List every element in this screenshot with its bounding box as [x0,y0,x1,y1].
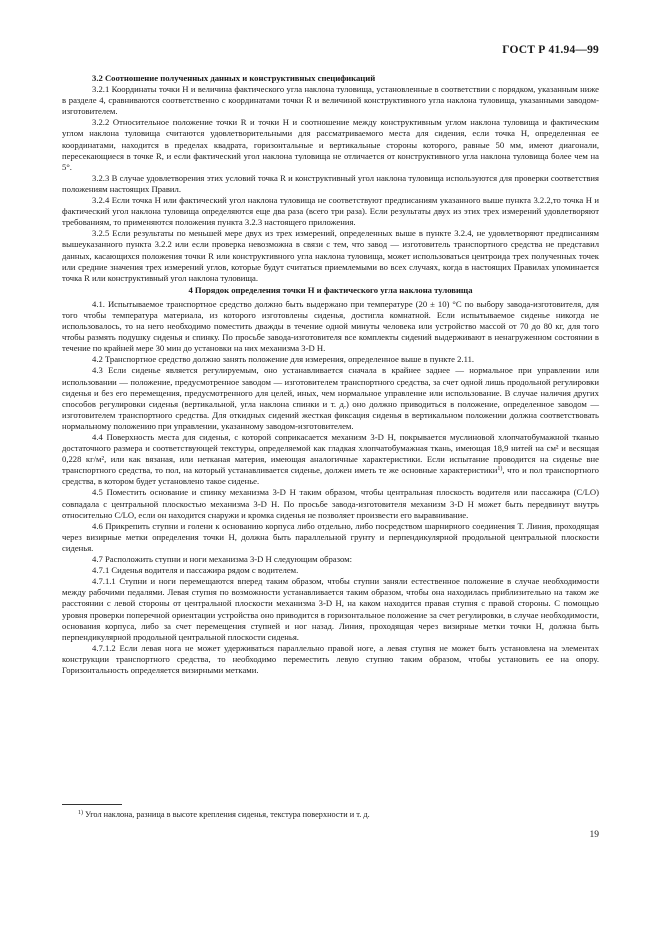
footnote-reference: 1) [497,466,503,473]
paragraph-4-7-1: 4.7.1 Сиденья водителя и пассажира рядом с водителем. [92,565,299,576]
page-number: 19 [589,830,599,840]
paragraph-4-4-part-b: , что и пол транспортного средства, в котором будет установлено такое сиденье. [62,465,599,487]
footnote [78,809,598,820]
paragraph-3-2-2: 3.2.2 Относительное положение точки R и точки H и соотношение между конструктивным углом наклона туловища и фактическим углом наклона туловища считаются удовлетворительными для рассматриваемого места для сидения, если точка H, определенная ее координатами, находится в пределах квадрата, горизонтальные и вертикальные стороны которого, равные 50 мм, имеют диагонали, пересекающиеся в точке R, и если фактический угол наклона туловища не отличается от конструктивного угла наклона туловища более чем на 5°. [62,117,599,172]
section-3-2-title: 3.2 Соотношение полученных данных и конструктивных спецификаций [92,73,376,83]
section-4-title: 4 Порядок определения точки H и фактического угла наклона туловища [188,284,473,295]
paragraph-3-2-1: 3.2.1 Координаты точки H и величина фактического угла наклона туловища, установленные в соответствии с порядком, указанным ниже в разделе 4, сравниваются соответственно с координатами точки R и величиной конструктивного угла наклона туловища, указанными заводом-изготовителем. [62,84,599,117]
paragraph-4-3: 4.3 Если сиденье является регулируемым, оно устанавливается сначала в крайнее заднее — нормальное при управлении или использовании — положение, предусмотренное заводом — изготовителем транспортного средства, за счет одной лишь продольной регулировки сиденья и без его перемещения, предусмотренного для целей, иных, чем нормальное управление или использование. В случае наличия других способов регулировки сиденья (вертикальной, угла наклона спинки и т. д.) оно должно приводиться в положение, определенное заводом — изготовителем транспортного средства. Для откидных сидений жесткая фиксация сиденья в вертикальном положении должна соответствовать нормальному положению при управлении, указанному заводом-изготовителем. [62,365,599,431]
footnote-marker: 1) [78,810,83,816]
paragraph-3-2-4: 3.2.4 Если точка H или фактический угол наклона туловища не соответствуют предписаниям указанного выше пункта 3.2.2,то точка H и фактический угол наклона туловища определяются еще два раза (всего три раза). Если результаты двух из этих трех измерений удовлетворяют требованиям, то применяются положения пункта 3.2.3 настоящего приложения. [62,195,599,228]
paragraph-3-2-5: 3.2.5 Если результаты по меньшей мере двух из трех измерений, определенных выше в пункте 3.2.4, не удовлетворяют предписаниям вышеуказанного пункта 3.2.2 или если проверка невозможна в связи с тем, что завод — изготовитель транспортного средства не представил данных, касающихся положения точки R или конструктивного угла наклона туловища, может использоваться центроида трех полученных точек или средние значения трех измерений углов, которые будут считаться приемлемыми во всех случаях, когда в настоящих Правилах упоминается точка R или конструктивный угол наклона туловища. [62,228,599,283]
footnote-text: Угол наклона, разница в высоте крепления сиденья, текстура поверхности и т. д. [85,810,370,819]
paragraph-4-4-part-a: 4.4 Поверхность места для сиденья, с которой соприкасается механизм 3-D H, покрывается муслиновой хлопчатобумажной тканью достаточного размера и соответствующей текстуры, определяемой как гладкая хлопчатобумажная ткань, имеющая 18,9 нитей на см² и весящая 0,228 кг/м², или как вязаная, или нетканая материя, имеющая аналогичные характеристики. Если испытание проводится на сиденье вне транспортного средства, то пол, на который устанавливается сиденье, должен иметь те же основные характеристики [62,432,599,476]
paragraph-3-2-3: 3.2.3 В случае удовлетворения этих условий точка R и конструктивный угол наклона туловища используются для проверки соответствия положениям настоящих Правил. [62,172,599,194]
document-header: ГОСТ Р 41.94—99 [502,44,599,56]
paragraph-4-4 [62,432,599,487]
paragraph-4-7-1-2: 4.7.1.2 Если левая нога не может удерживаться параллельно правой ноге, а левая ступня не может быть установлена на элементах конструкции транспортного средства, то необходимо переместить левую ступню таким образом, чтобы установить ее на опору. Горизонтальность определяется визирными метками. [62,642,599,675]
footnote-divider [62,804,122,805]
paragraph-4-2: 4.2 Транспортное средство должно занять положение для измерения, определенное выше в пункте 2.11. [92,354,475,365]
paragraph-4-1: 4.1. Испытываемое транспортное средство должно быть выдержано при температуре (20 ± 10) °С по выбору завода-изготовителя, для того чтобы температура материала, из которого изготовлены сиденья, достигла комнатной. Если испытываемое сиденье никогда не использовалось, то на него необходимо поместить дважды в течение одной минуты человека или устройство массой от 70 до 80 кг, для того чтобы размять подушку сиденья и спинку. По просьбе завода-изготовителя все комплекты сидений выдерживают в ненагруженном состоянии в течение по крайней мере 30 мин до установки на них механизма 3-D H. [62,298,599,354]
paragraph-4-7: 4.7 Расположить ступни и ноги механизма 3-D H следующим образом: [92,554,352,565]
paragraph-4-7-1-1: 4.7.1.1 Ступни и ноги перемещаются вперед таким образом, чтобы ступни заняли естественное положение в случае необходимости между рабочими педалями. Левая ступня по возможности устанавливается таким образом, чтобы она находилась приблизительно на таком же расстоянии с левой стороны от центральной плоскости механизма 3-D H, на каком находится правая ступня с правой стороны. С помощью уровня проверки поперечной ориентации устройства оно приводится в горизонтальное положение за счет регулировки, в случае необходимости, основания корпуса, либо за счет перемещения ступней и ног назад. Линия, проходящая через визирные метки точки H, должна быть перпендикулярной продольной центральной плоскости сиденья. [62,576,599,642]
paragraph-4-6: 4.6 Прикрепить ступни и голени к основанию корпуса либо отдельно, либо посредством шарнирного соединения Т. Линия, проходящая через визирные метки определения точки H, должна быть параллельной грунту и перпендикулярной продольной центральной плоскости сиденья. [62,520,599,553]
paragraph-4-5: 4.5 Поместить основание и спинку механизма 3-D H таким образом, чтобы центральная плоскость водителя или пассажира (C/LO) совпадала с центральной плоскостью механизма 3-D H. По просьбе завода-изготовителя механизм 3-D H может быть передвинут внутрь относительно C/LO, если он находится снаружи и кромка сиденья не позволяет произвести его выравнивание. [62,487,599,520]
document-body [62,73,599,676]
